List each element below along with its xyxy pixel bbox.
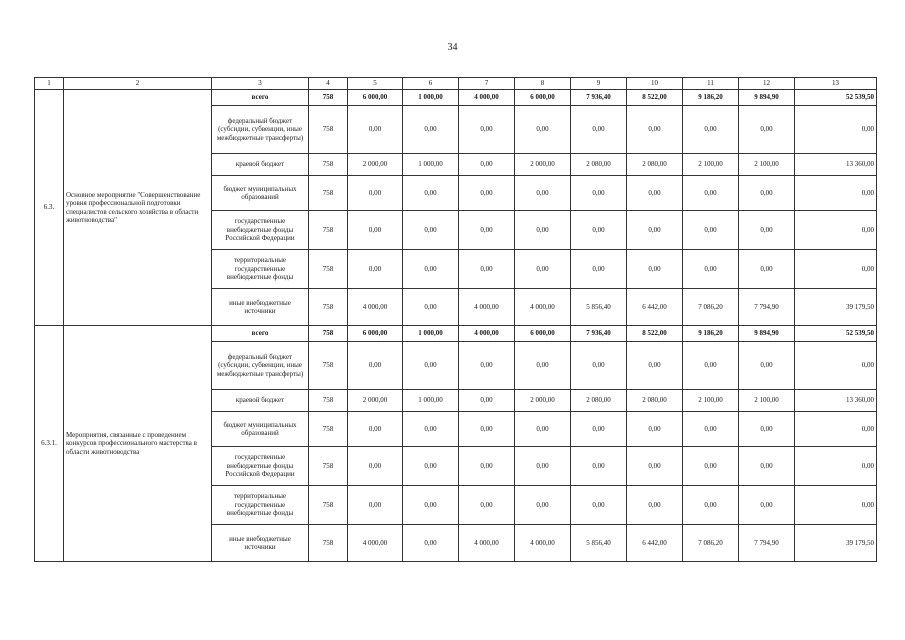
amount-cell: 1 000,00 xyxy=(403,90,459,106)
amount-cell: 7 794,90 xyxy=(739,525,795,562)
amount-cell: 0,00 xyxy=(515,176,571,211)
amount-cell: 0,00 xyxy=(795,342,877,390)
amount-cell: 2 000,00 xyxy=(348,390,403,412)
amount-cell: 0,00 xyxy=(459,106,515,154)
column-header: 13 xyxy=(795,78,877,90)
amount-cell: 0,00 xyxy=(348,486,403,525)
amount-cell: 0,00 xyxy=(795,211,877,250)
amount-cell: 0,00 xyxy=(459,176,515,211)
amount-cell: 0,00 xyxy=(627,211,683,250)
amount-cell: 5 856,40 xyxy=(571,289,627,326)
amount-cell: 0,00 xyxy=(571,412,627,447)
amount-cell: 9 186,20 xyxy=(683,326,739,342)
amount-cell: 0,00 xyxy=(515,486,571,525)
amount-cell: 6 000,00 xyxy=(348,90,403,106)
amount-cell: 0,00 xyxy=(403,211,459,250)
amount-cell: 0,00 xyxy=(683,412,739,447)
amount-cell: 0,00 xyxy=(515,211,571,250)
amount-cell: 0,00 xyxy=(403,176,459,211)
amount-cell: 0,00 xyxy=(515,342,571,390)
amount-cell: 2 100,00 xyxy=(739,390,795,412)
amount-cell: 0,00 xyxy=(683,486,739,525)
amount-cell: 0,00 xyxy=(348,176,403,211)
amount-cell: 0,00 xyxy=(459,211,515,250)
column-header: 3 xyxy=(212,78,309,90)
amount-cell: 2 100,00 xyxy=(683,154,739,176)
column-header: 10 xyxy=(627,78,683,90)
amount-cell: 0,00 xyxy=(348,106,403,154)
grbs-code-cell: 758 xyxy=(309,486,348,525)
amount-cell: 0,00 xyxy=(627,342,683,390)
grbs-code-cell: 758 xyxy=(309,342,348,390)
grbs-code-cell: 758 xyxy=(309,211,348,250)
amount-cell: 0,00 xyxy=(403,289,459,326)
amount-cell: 6 000,00 xyxy=(515,90,571,106)
amount-cell: 8 522,00 xyxy=(627,90,683,106)
amount-cell: 7 086,20 xyxy=(683,289,739,326)
column-header: 4 xyxy=(309,78,348,90)
table-row xyxy=(35,326,877,342)
amount-cell: 4 000,00 xyxy=(459,289,515,326)
funding-source: всего xyxy=(212,90,309,106)
funding-source: федеральный бюджет (субсидии, субвенции, иные межбюджетные трансферты) xyxy=(212,342,309,390)
amount-cell: 0,00 xyxy=(627,486,683,525)
amount-cell: 0,00 xyxy=(403,412,459,447)
column-header: 1 xyxy=(35,78,64,90)
amount-cell: 9 894,90 xyxy=(739,90,795,106)
amount-cell: 9 186,20 xyxy=(683,90,739,106)
amount-cell: 0,00 xyxy=(459,412,515,447)
amount-cell: 39 179,50 xyxy=(795,525,877,562)
amount-cell: 0,00 xyxy=(571,486,627,525)
amount-cell: 0,00 xyxy=(571,211,627,250)
amount-cell: 0,00 xyxy=(515,250,571,289)
funding-source: государственные внебюджетные фонды Российской Федерации xyxy=(212,447,309,486)
amount-cell: 0,00 xyxy=(627,447,683,486)
amount-cell: 0,00 xyxy=(627,412,683,447)
amount-cell: 0,00 xyxy=(403,250,459,289)
funding-source: иные внебюджетные источники xyxy=(212,525,309,562)
grbs-code-cell: 758 xyxy=(309,154,348,176)
column-header: 8 xyxy=(515,78,571,90)
table-header-row xyxy=(35,78,877,90)
funding-source: территориальные государственные внебюджетные фонды xyxy=(212,486,309,525)
amount-cell: 4 000,00 xyxy=(515,525,571,562)
section-code: 6.3. xyxy=(35,90,64,326)
amount-cell: 0,00 xyxy=(739,486,795,525)
funding-source: бюджет муниципальных образований xyxy=(212,412,309,447)
amount-cell: 2 080,00 xyxy=(571,154,627,176)
amount-cell: 4 000,00 xyxy=(515,289,571,326)
funding-source: федеральный бюджет (субсидии, субвенции, иные межбюджетные трансферты) xyxy=(212,106,309,154)
amount-cell: 0,00 xyxy=(683,106,739,154)
amount-cell: 0,00 xyxy=(571,176,627,211)
amount-cell: 0,00 xyxy=(459,342,515,390)
amount-cell: 0,00 xyxy=(683,176,739,211)
funding-source: иные внебюджетные источники xyxy=(212,289,309,326)
amount-cell: 0,00 xyxy=(627,176,683,211)
column-header: 11 xyxy=(683,78,739,90)
grbs-code-cell: 758 xyxy=(309,250,348,289)
amount-cell: 0,00 xyxy=(459,250,515,289)
amount-cell: 2 080,00 xyxy=(571,390,627,412)
amount-cell: 2 000,00 xyxy=(515,390,571,412)
amount-cell: 2 100,00 xyxy=(683,390,739,412)
amount-cell: 0,00 xyxy=(348,342,403,390)
amount-cell: 39 179,50 xyxy=(795,289,877,326)
column-header: 7 xyxy=(459,78,515,90)
funding-source: бюджет муниципальных образований xyxy=(212,176,309,211)
amount-cell: 0,00 xyxy=(571,342,627,390)
amount-cell: 0,00 xyxy=(348,250,403,289)
amount-cell: 2 080,00 xyxy=(627,154,683,176)
column-header: 12 xyxy=(739,78,795,90)
grbs-code-cell: 758 xyxy=(309,106,348,154)
amount-cell: 0,00 xyxy=(348,447,403,486)
amount-cell: 7 936,40 xyxy=(571,90,627,106)
amount-cell: 0,00 xyxy=(683,342,739,390)
amount-cell: 0,00 xyxy=(795,486,877,525)
amount-cell: 0,00 xyxy=(571,250,627,289)
amount-cell: 0,00 xyxy=(795,447,877,486)
amount-cell: 7 086,20 xyxy=(683,525,739,562)
grbs-code-cell: 758 xyxy=(309,447,348,486)
grbs-code-cell: 758 xyxy=(309,390,348,412)
amount-cell: 0,00 xyxy=(739,447,795,486)
amount-cell: 0,00 xyxy=(459,390,515,412)
amount-cell: 52 539,50 xyxy=(795,90,877,106)
column-header: 2 xyxy=(64,78,212,90)
amount-cell: 2 000,00 xyxy=(515,154,571,176)
amount-cell: 6 000,00 xyxy=(348,326,403,342)
amount-cell: 2 080,00 xyxy=(627,390,683,412)
amount-cell: 0,00 xyxy=(459,154,515,176)
amount-cell: 4 000,00 xyxy=(459,525,515,562)
amount-cell: 0,00 xyxy=(739,412,795,447)
amount-cell: 13 360,00 xyxy=(795,390,877,412)
amount-cell: 4 000,00 xyxy=(459,90,515,106)
amount-cell: 8 522,00 xyxy=(627,326,683,342)
grbs-code-cell: 758 xyxy=(309,176,348,211)
grbs-code-cell: 758 xyxy=(309,289,348,326)
amount-cell: 0,00 xyxy=(571,447,627,486)
amount-cell: 0,00 xyxy=(739,211,795,250)
amount-cell: 1 000,00 xyxy=(403,154,459,176)
amount-cell: 6 000,00 xyxy=(515,326,571,342)
funding-source: территориальные государственные внебюджетные фонды xyxy=(212,250,309,289)
amount-cell: 52 539,50 xyxy=(795,326,877,342)
grbs-code-cell: 758 xyxy=(309,326,348,342)
amount-cell: 0,00 xyxy=(348,412,403,447)
amount-cell: 0,00 xyxy=(795,412,877,447)
amount-cell: 0,00 xyxy=(403,525,459,562)
amount-cell: 0,00 xyxy=(403,447,459,486)
amount-cell: 0,00 xyxy=(683,250,739,289)
amount-cell: 1 000,00 xyxy=(403,390,459,412)
amount-cell: 0,00 xyxy=(515,447,571,486)
amount-cell: 2 100,00 xyxy=(739,154,795,176)
table-row xyxy=(35,90,877,106)
column-header: 5 xyxy=(348,78,403,90)
section-title: Основное мероприятие "Совершенствование уровня профессиональной подготовки специалистов сельского хозяйства в области животноводства" xyxy=(64,90,212,326)
amount-cell: 6 442,00 xyxy=(627,525,683,562)
grbs-code-cell: 758 xyxy=(309,90,348,106)
section-title: Мероприятия, связанные с проведением конкурсов профессионального мастерства в области животноводства xyxy=(64,326,212,562)
budget-table xyxy=(34,77,877,562)
amount-cell: 0,00 xyxy=(459,447,515,486)
amount-cell: 0,00 xyxy=(348,211,403,250)
column-header: 9 xyxy=(571,78,627,90)
amount-cell: 0,00 xyxy=(515,106,571,154)
amount-cell: 7 936,40 xyxy=(571,326,627,342)
amount-cell: 6 442,00 xyxy=(627,289,683,326)
amount-cell: 5 856,40 xyxy=(571,525,627,562)
page-number: 34 xyxy=(447,42,458,53)
amount-cell: 9 894,90 xyxy=(739,326,795,342)
amount-cell: 0,00 xyxy=(739,250,795,289)
amount-cell: 0,00 xyxy=(795,176,877,211)
amount-cell: 0,00 xyxy=(403,106,459,154)
section-code: 6.3.1. xyxy=(35,326,64,562)
amount-cell: 0,00 xyxy=(459,486,515,525)
column-header: 6 xyxy=(403,78,459,90)
amount-cell: 4 000,00 xyxy=(348,525,403,562)
amount-cell: 0,00 xyxy=(403,342,459,390)
amount-cell: 0,00 xyxy=(795,106,877,154)
amount-cell: 0,00 xyxy=(515,412,571,447)
funding-source: всего xyxy=(212,326,309,342)
amount-cell: 4 000,00 xyxy=(459,326,515,342)
grbs-code-cell: 758 xyxy=(309,412,348,447)
amount-cell: 0,00 xyxy=(683,447,739,486)
amount-cell: 0,00 xyxy=(795,250,877,289)
funding-source: краевой бюджет xyxy=(212,390,309,412)
amount-cell: 0,00 xyxy=(739,176,795,211)
amount-cell: 0,00 xyxy=(403,486,459,525)
amount-cell: 1 000,00 xyxy=(403,326,459,342)
grbs-code-cell: 758 xyxy=(309,525,348,562)
amount-cell: 2 000,00 xyxy=(348,154,403,176)
amount-cell: 13 360,00 xyxy=(795,154,877,176)
amount-cell: 0,00 xyxy=(571,106,627,154)
amount-cell: 0,00 xyxy=(739,106,795,154)
amount-cell: 0,00 xyxy=(627,106,683,154)
funding-source: краевой бюджет xyxy=(212,154,309,176)
amount-cell: 0,00 xyxy=(627,250,683,289)
amount-cell: 4 000,00 xyxy=(348,289,403,326)
funding-source: государственные внебюджетные фонды Российской Федерации xyxy=(212,211,309,250)
amount-cell: 7 794,90 xyxy=(739,289,795,326)
amount-cell: 0,00 xyxy=(683,211,739,250)
amount-cell: 0,00 xyxy=(739,342,795,390)
